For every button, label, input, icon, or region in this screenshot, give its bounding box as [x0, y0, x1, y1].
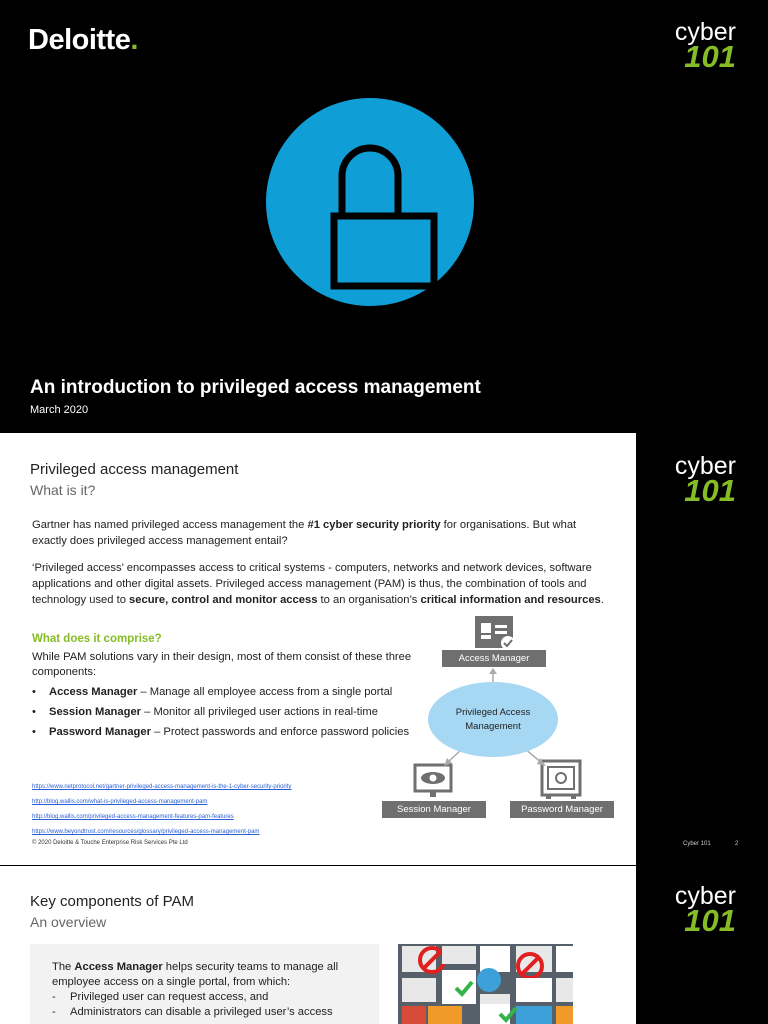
cyber101-badge: cyber 101	[674, 18, 736, 74]
reference-links	[32, 780, 291, 840]
comprise-intro: While PAM solutions vary in their design, most of them consist of these three components:	[32, 651, 412, 678]
access-collage-image	[398, 944, 573, 1024]
footer-label: Cyber 101	[683, 841, 711, 847]
cover-slide	[0, 0, 768, 433]
slide-what-is-pam	[0, 433, 636, 865]
list-item: • Password Manager – Protect passwords and enforce password policies	[32, 726, 410, 738]
lock-circle	[266, 98, 474, 306]
slide-title: Key components of PAM	[30, 893, 194, 910]
monitor-eye-icon	[415, 765, 451, 797]
cover-date: March 2020	[30, 404, 89, 416]
reference-link[interactable]: http://blog.wallis.com/what-is-privileged-access-management-pam	[32, 799, 208, 805]
list-item: - Privileged user can request access, and	[52, 991, 269, 1003]
list-item: - Administrators can disable a privileged user’s access	[52, 1006, 333, 1018]
session-manager-box: Session Manager	[382, 801, 486, 818]
reference-link[interactable]: https://www.beyondtrust.com/resources/glossary/privileged-access-management-pam	[32, 829, 260, 835]
comprise-heading: What does it comprise?	[32, 633, 162, 645]
definition-paragraph: ‘Privileged access’ encompasses access to critical systems - computers, networks and network devices, software applications and other digital assets. Privileged access management (PAM) is thus, the combination of tools and technology used to secure, control and monitor access to an organisation’s critical information and resources.	[32, 562, 604, 606]
slide3-side-panel	[636, 866, 768, 1024]
slide2-side-panel	[636, 433, 768, 865]
cyber101-badge: cyber 101	[674, 882, 736, 938]
slide-title: Privileged access management	[30, 461, 239, 478]
password-manager-box: Password Manager	[510, 801, 614, 818]
list-item: • Session Manager – Monitor all privileged user actions in real-time	[32, 706, 378, 718]
slide-key-components	[0, 866, 636, 1024]
intro-paragraph: Gartner has named privileged access management the #1 cyber security priority for organisations. But what exactly does privileged access management entail?	[32, 519, 577, 547]
padlock-icon	[266, 98, 474, 306]
reference-link[interactable]: https://www.netprotocol.net/gartner-privileged-access-management-is-the-1-cyber-security-priority	[32, 784, 292, 790]
pam-center-node: Privileged Access Management	[428, 682, 558, 757]
id-card-icon	[475, 616, 515, 650]
cover-title: An introduction to privileged access management	[30, 377, 481, 398]
safe-icon	[542, 761, 580, 799]
component-list	[32, 684, 432, 744]
cyber101-badge: cyber 101	[674, 452, 736, 508]
list-item: • Access Manager – Manage all employee access from a single portal	[32, 686, 393, 698]
copyright-text: © 2020 Deloitte & Touche Enterprise Risk Services Pte Ltd	[32, 840, 188, 846]
page-number: 2	[735, 841, 739, 847]
access-manager-description: The Access Manager helps security teams to manage all employee access on a single portal, from which: - Privileged user can request access, and - Administrators can disable a privileged user’s access	[52, 960, 362, 1020]
access-manager-box: Access Manager	[442, 650, 546, 667]
slide-subtitle: An overview	[30, 914, 107, 930]
reference-link[interactable]: http://blog.wallis.com/privileged-access-management-features-pam-features	[32, 814, 234, 820]
slide-subtitle: What is it?	[30, 482, 96, 498]
deloitte-logo: Deloitte.	[28, 24, 138, 56]
